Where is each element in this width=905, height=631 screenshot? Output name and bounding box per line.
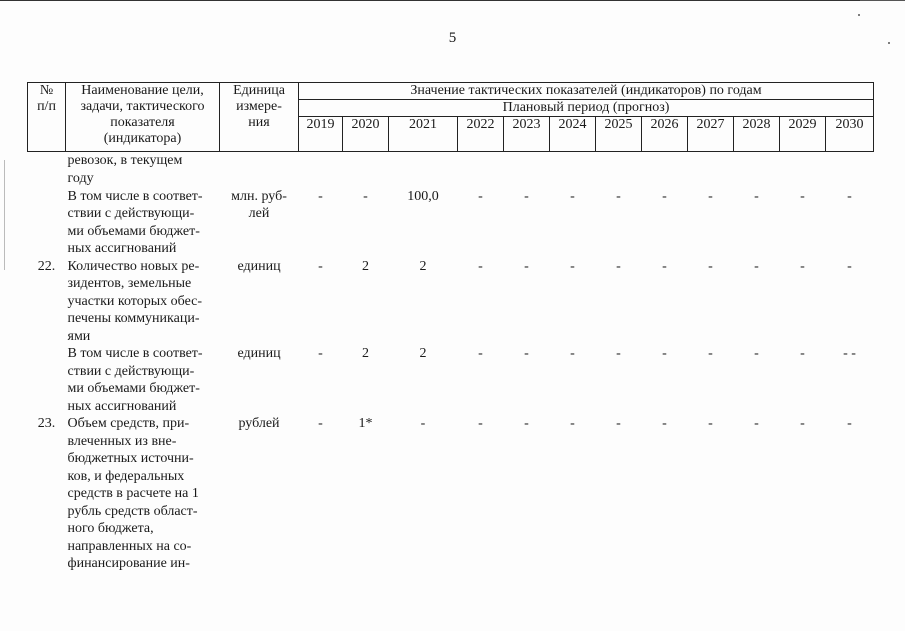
header-number xyxy=(28,83,66,152)
indicator-name-line: Количество новых ре- xyxy=(67,258,200,274)
row-unit xyxy=(220,415,299,573)
row-value: - xyxy=(754,258,759,274)
header-year: 2027 xyxy=(688,117,734,152)
page-corner-mark xyxy=(860,0,905,3)
row-value: - xyxy=(524,346,529,361)
row-value: - xyxy=(800,188,805,204)
row-value xyxy=(389,152,458,188)
indicator-name-line: ми объемами бюджет- xyxy=(67,223,200,239)
row-value: - xyxy=(570,258,575,274)
unit-line: единиц xyxy=(237,346,281,361)
header-planning-period: Плановый период (прогноз) xyxy=(299,100,874,117)
row-value: - xyxy=(478,188,483,204)
row-value: - xyxy=(662,258,667,274)
indicator-name-line: ков, и федеральных xyxy=(67,468,185,484)
unit-line: единиц xyxy=(237,258,281,274)
header-line: Единица xyxy=(233,83,285,98)
row-value: - xyxy=(570,346,575,361)
row-value: - xyxy=(708,416,713,431)
indicator-name-line: ми объемами бюджет- xyxy=(67,381,200,396)
header-line: задачи, тактического xyxy=(80,99,205,114)
indicator-name-line: зидентов, земельные xyxy=(67,276,192,291)
row-value xyxy=(780,152,826,188)
indicator-name-line: ствии с действующи- xyxy=(67,206,195,221)
header-line: (индикатора) xyxy=(103,131,182,146)
row-value: - xyxy=(662,188,667,204)
header-line: п/п xyxy=(37,99,56,114)
header-year: 2029 xyxy=(780,117,826,152)
indicator-name-line: рубль средств област- xyxy=(67,503,198,519)
row-value: - xyxy=(800,346,805,361)
row-value: - xyxy=(524,188,529,204)
row-value: - xyxy=(478,258,483,274)
header-line: измере- xyxy=(236,99,282,114)
indicator-name-line: ревозок, в текущем xyxy=(67,153,183,168)
row-value xyxy=(734,152,780,188)
row-unit xyxy=(220,152,299,188)
row-unit xyxy=(220,345,299,415)
indicator-name-line: средств в расчете на 1 xyxy=(67,486,199,501)
indicator-name-line: ных ассигнований xyxy=(67,241,177,256)
row-value: - xyxy=(524,258,529,274)
row-indicator-name xyxy=(66,152,220,188)
header-year: 2022 xyxy=(458,117,504,152)
unit-line: рублей xyxy=(238,416,280,431)
header-year: 2030 xyxy=(826,117,874,152)
header-line: № xyxy=(39,83,54,98)
row-value xyxy=(596,152,642,188)
row-number xyxy=(28,345,66,415)
row-value: 100,0 xyxy=(407,188,439,204)
row-value xyxy=(343,152,389,188)
row-value xyxy=(299,152,343,188)
indicator-name-line: финансирование ин- xyxy=(67,556,190,571)
row-value: - xyxy=(800,258,805,274)
table-row xyxy=(28,258,874,346)
row-value: - xyxy=(318,346,323,361)
indicator-name-line: Объем средств, при- xyxy=(67,416,190,431)
row-value: - xyxy=(708,258,713,274)
row-value xyxy=(826,152,874,188)
table-row xyxy=(28,152,874,188)
scan-speck xyxy=(858,14,860,16)
row-value: - xyxy=(754,416,759,431)
unit-line: лей xyxy=(248,206,270,221)
row-indicator-name xyxy=(66,415,220,573)
row-unit xyxy=(220,258,299,346)
indicator-name-line: влеченных из вне- xyxy=(67,433,177,449)
row-value: - xyxy=(478,416,483,431)
indicator-name-line: направленных на со- xyxy=(67,538,192,554)
row-value: - xyxy=(708,188,713,204)
row-indicator-name xyxy=(66,188,220,258)
page-number: 5 xyxy=(448,30,457,46)
row-value xyxy=(688,152,734,188)
header-year: 2020 xyxy=(343,117,389,152)
row-value: - xyxy=(708,346,713,361)
row-value: 2 xyxy=(419,346,427,361)
row-number xyxy=(28,188,66,258)
table-row xyxy=(28,188,874,258)
indicator-name-line: ями xyxy=(67,328,91,344)
row-indicator-name xyxy=(66,258,220,346)
row-value: - - xyxy=(843,346,856,361)
row-value: 2 xyxy=(419,258,427,274)
row-number: 23. xyxy=(37,416,56,431)
indicator-table xyxy=(27,82,874,573)
row-value: - xyxy=(800,416,805,431)
row-value: - xyxy=(847,258,852,274)
header-line: показателя xyxy=(110,115,175,130)
header-year: 2025 xyxy=(596,117,642,152)
header-name xyxy=(66,83,220,152)
header-year: 2026 xyxy=(642,117,688,152)
header-unit xyxy=(220,83,299,152)
row-value: 2 xyxy=(362,346,369,361)
table-row xyxy=(28,415,874,573)
row-value: - xyxy=(363,188,368,204)
row-unit xyxy=(220,188,299,258)
row-indicator-name xyxy=(66,345,220,415)
row-value: - xyxy=(420,416,426,431)
row-number: 22. xyxy=(37,258,56,274)
indicator-name-line: В том числе в соответ- xyxy=(67,188,203,204)
row-value: - xyxy=(662,416,667,431)
header-year: 2021 xyxy=(389,117,458,152)
row-value: - xyxy=(662,346,667,361)
row-value: - xyxy=(318,188,323,204)
indicator-name-line: ных ассигнований xyxy=(67,398,177,414)
indicator-name-line: бюджетных источни- xyxy=(67,451,194,466)
row-value: - xyxy=(847,416,852,431)
header-year: 2023 xyxy=(504,117,550,152)
row-value: - xyxy=(318,416,323,431)
unit-line: млн. руб- xyxy=(231,188,287,204)
indicator-name-line: году xyxy=(67,170,94,186)
row-value xyxy=(458,152,504,188)
row-value: - xyxy=(616,346,621,361)
row-value: - xyxy=(754,346,759,361)
indicator-name-line: печены коммуникаци- xyxy=(67,311,200,326)
indicator-name-line: участки которых обес- xyxy=(67,293,203,309)
row-number xyxy=(28,152,66,188)
row-value xyxy=(550,152,596,188)
header-year: 2028 xyxy=(734,117,780,152)
row-value: - xyxy=(616,416,621,431)
row-value: - xyxy=(478,346,483,361)
indicator-name-line: В том числе в соответ- xyxy=(67,346,203,361)
row-value: - xyxy=(754,188,759,204)
row-value: - xyxy=(570,416,575,431)
binding-edge-mark xyxy=(4,160,5,270)
row-value: - xyxy=(318,258,323,274)
header-values-group: Значение тактических показателей (индикаторов) по годам xyxy=(299,83,874,100)
row-value xyxy=(642,152,688,188)
row-value: - xyxy=(570,188,575,204)
page-top-border xyxy=(0,0,860,1)
row-value: - xyxy=(616,188,621,204)
row-value xyxy=(504,152,550,188)
row-value: - xyxy=(847,188,852,204)
header-row xyxy=(28,83,874,100)
indicator-name-line: ного бюджета, xyxy=(67,521,154,536)
header-year: 2019 xyxy=(299,117,343,152)
row-value: - xyxy=(524,416,529,431)
header-year: 2024 xyxy=(550,117,596,152)
header-line: Наименование цели, xyxy=(81,83,204,98)
row-value: 1* xyxy=(358,416,373,431)
row-value: - xyxy=(616,258,621,274)
header-line: ния xyxy=(248,115,270,130)
row-value: 2 xyxy=(362,258,369,274)
indicator-name-line: ствии с действующи- xyxy=(67,363,195,379)
table-row xyxy=(28,345,874,415)
